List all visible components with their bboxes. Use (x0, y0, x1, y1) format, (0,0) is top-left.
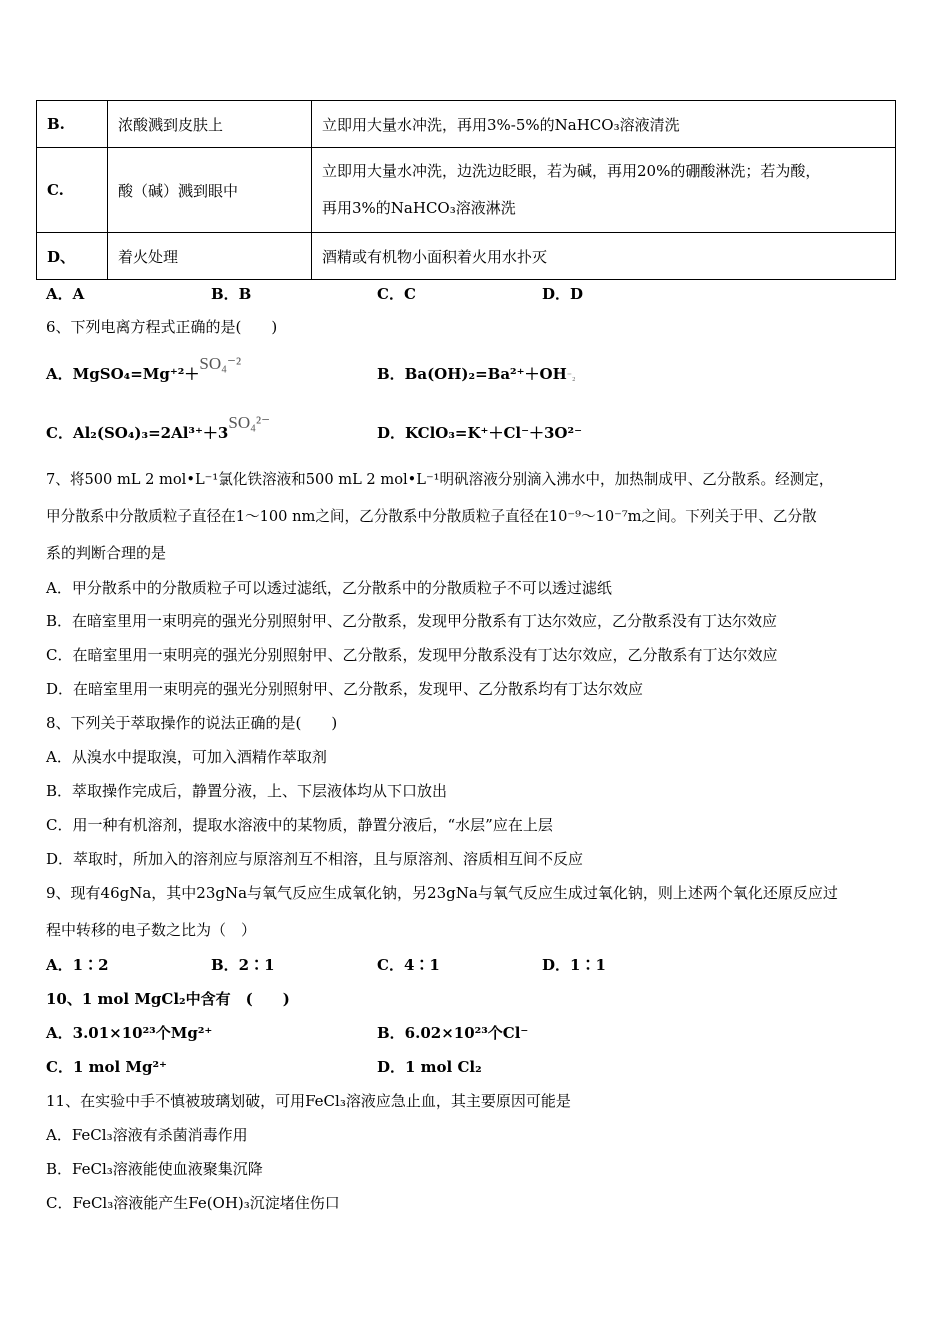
q9-option-d: D．1∶1 (542, 956, 606, 974)
row-label: C. (37, 148, 108, 233)
q11-option-b: B．FeCl₃溶液能使血液聚集沉降 (46, 1160, 263, 1178)
q7-option-c: C．在暗室里用一束明亮的强光分别照射甲、乙分散系，发现甲分散系没有丁达尔效应，乙分散系有丁达尔效应 (46, 646, 778, 664)
q11-option-c: C．FeCl₃溶液能产生Fe(OH)₃沉淀堵住伤口 (46, 1194, 340, 1212)
table-row (37, 101, 896, 148)
q10-option-d: D．1 mol Cl₂ (377, 1058, 482, 1076)
row-case: 酸（碱）溅到眼中 (108, 148, 312, 233)
q5-option-b: B．B (211, 285, 252, 303)
q5-option-a: A．A (46, 285, 85, 303)
q9-stem-line: 9、现有46gNa，其中23gNa与氧气反应生成氧化钠，另23gNa与氧气反应生成过氧化钠，则上述两个氧化还原反应过 (46, 884, 838, 902)
sulfate-ion: SO₄⁻² (199, 354, 242, 373)
option-text: C．Al₂(SO₄)₃=2Al³⁺＋3 (46, 424, 229, 442)
action-line: 立即用大量水冲洗，边洗边眨眼，若为碱，再用20%的硼酸淋洗；若为酸， (322, 162, 821, 180)
q11-option-a: A．FeCl₃溶液有杀菌消毒作用 (46, 1126, 248, 1144)
q7-stem-line: 甲分散系中分散质粒子直径在1～100 nm之间，乙分散系中分散质粒子直径在10⁻⁹～10⁻⁷m之间。下列关于甲、乙分散 (46, 508, 817, 525)
row-action (312, 148, 896, 233)
q11-stem: 11、在实验中手不慎被玻璃划破，可用FeCl₃溶液应急止血，其主要原因可能是 (46, 1092, 571, 1110)
row-action: 立即用大量水冲洗，再用3%-5%的NaHCO₃溶液清洗 (312, 101, 896, 148)
q8-option-d: D．萃取时，所加入的溶剂应与原溶剂互不相溶，且与原溶剂、溶质相互间不反应 (46, 850, 584, 868)
q10-option-a: A．3.01×10²³个Mg²⁺ (46, 1024, 213, 1042)
row-label: D、 (37, 233, 108, 280)
row-action: 酒精或有机物小面积着火用水扑灭 (312, 233, 896, 280)
q8-option-c: C．用一种有机溶剂，提取水溶液中的某物质，静置分液后，“水层”应在上层 (46, 816, 553, 834)
q6-option-a (46, 354, 242, 384)
q7-option-a: A．甲分散系中的分散质粒子可以透过滤纸，乙分散系中的分散质粒子不可以透过滤纸 (46, 579, 612, 597)
q9-option-b: B．2∶1 (211, 956, 275, 974)
lab-safety-table (36, 100, 896, 280)
q8-option-b: B．萃取操作完成后，静置分液，上、下层液体均从下口放出 (46, 782, 448, 800)
sulfate-ion: SO₄²⁻ (228, 413, 271, 432)
q9-option-c: C．4∶1 (377, 956, 440, 974)
option-text: A．MgSO₄=Mg⁺²＋ (46, 365, 200, 383)
table-row (37, 148, 896, 233)
q8-stem: 8、下列关于萃取操作的说法正确的是( ) (46, 714, 338, 732)
table-row (37, 233, 896, 280)
q7-option-b: B．在暗室里用一束明亮的强光分别照射甲、乙分散系，发现甲分散系有丁达尔效应，乙分散系没有丁达尔效应 (46, 612, 778, 630)
q6-stem: 6、下列电离方程式正确的是( ) (46, 318, 278, 336)
q7-stem-line: 系的判断合理的是 (46, 544, 167, 562)
q10-option-c: C．1 mol Mg²⁺ (46, 1058, 167, 1076)
option-text: B．Ba(OH)₂=Ba²⁺＋OH (377, 365, 567, 383)
row-label: B. (37, 101, 108, 148)
q7-stem-line: 7、将500 mL 2 mol•L⁻¹氯化铁溶液和500 mL 2 mol•L⁻¹明矾溶液分别滴入沸水中，加热制成甲、乙分散系。经测定， (46, 471, 834, 488)
q9-option-a: A．1∶2 (46, 956, 109, 974)
q8-option-a: A．从溴水中提取溴，可加入酒精作萃取剂 (46, 748, 327, 766)
q7-option-d: D．在暗室里用一束明亮的强光分别照射甲、乙分散系，发现甲、乙分散系均有丁达尔效应 (46, 680, 644, 698)
q10-option-b: B．6.02×10²³个Cl⁻ (377, 1024, 529, 1042)
q5-option-c: C．C (377, 285, 416, 303)
q6-option-b (377, 364, 576, 387)
action-line: 再用3%的NaHCO₃溶液淋洗 (322, 199, 516, 217)
q6-option-d: D．KClO₃=K⁺＋Cl⁻＋3O²⁻ (377, 424, 582, 442)
row-case: 浓酸溅到皮肤上 (108, 101, 312, 148)
row-case: 着火处理 (108, 233, 312, 280)
q6-option-c (46, 413, 271, 443)
q5-option-d: D．D (542, 285, 584, 303)
q10-stem: 10、1 mol MgCl₂中含有 ( ) (46, 990, 290, 1008)
q9-stem-line: 程中转移的电子数之比为（ ） (46, 921, 257, 939)
charge: ⁻₂ (566, 371, 576, 382)
